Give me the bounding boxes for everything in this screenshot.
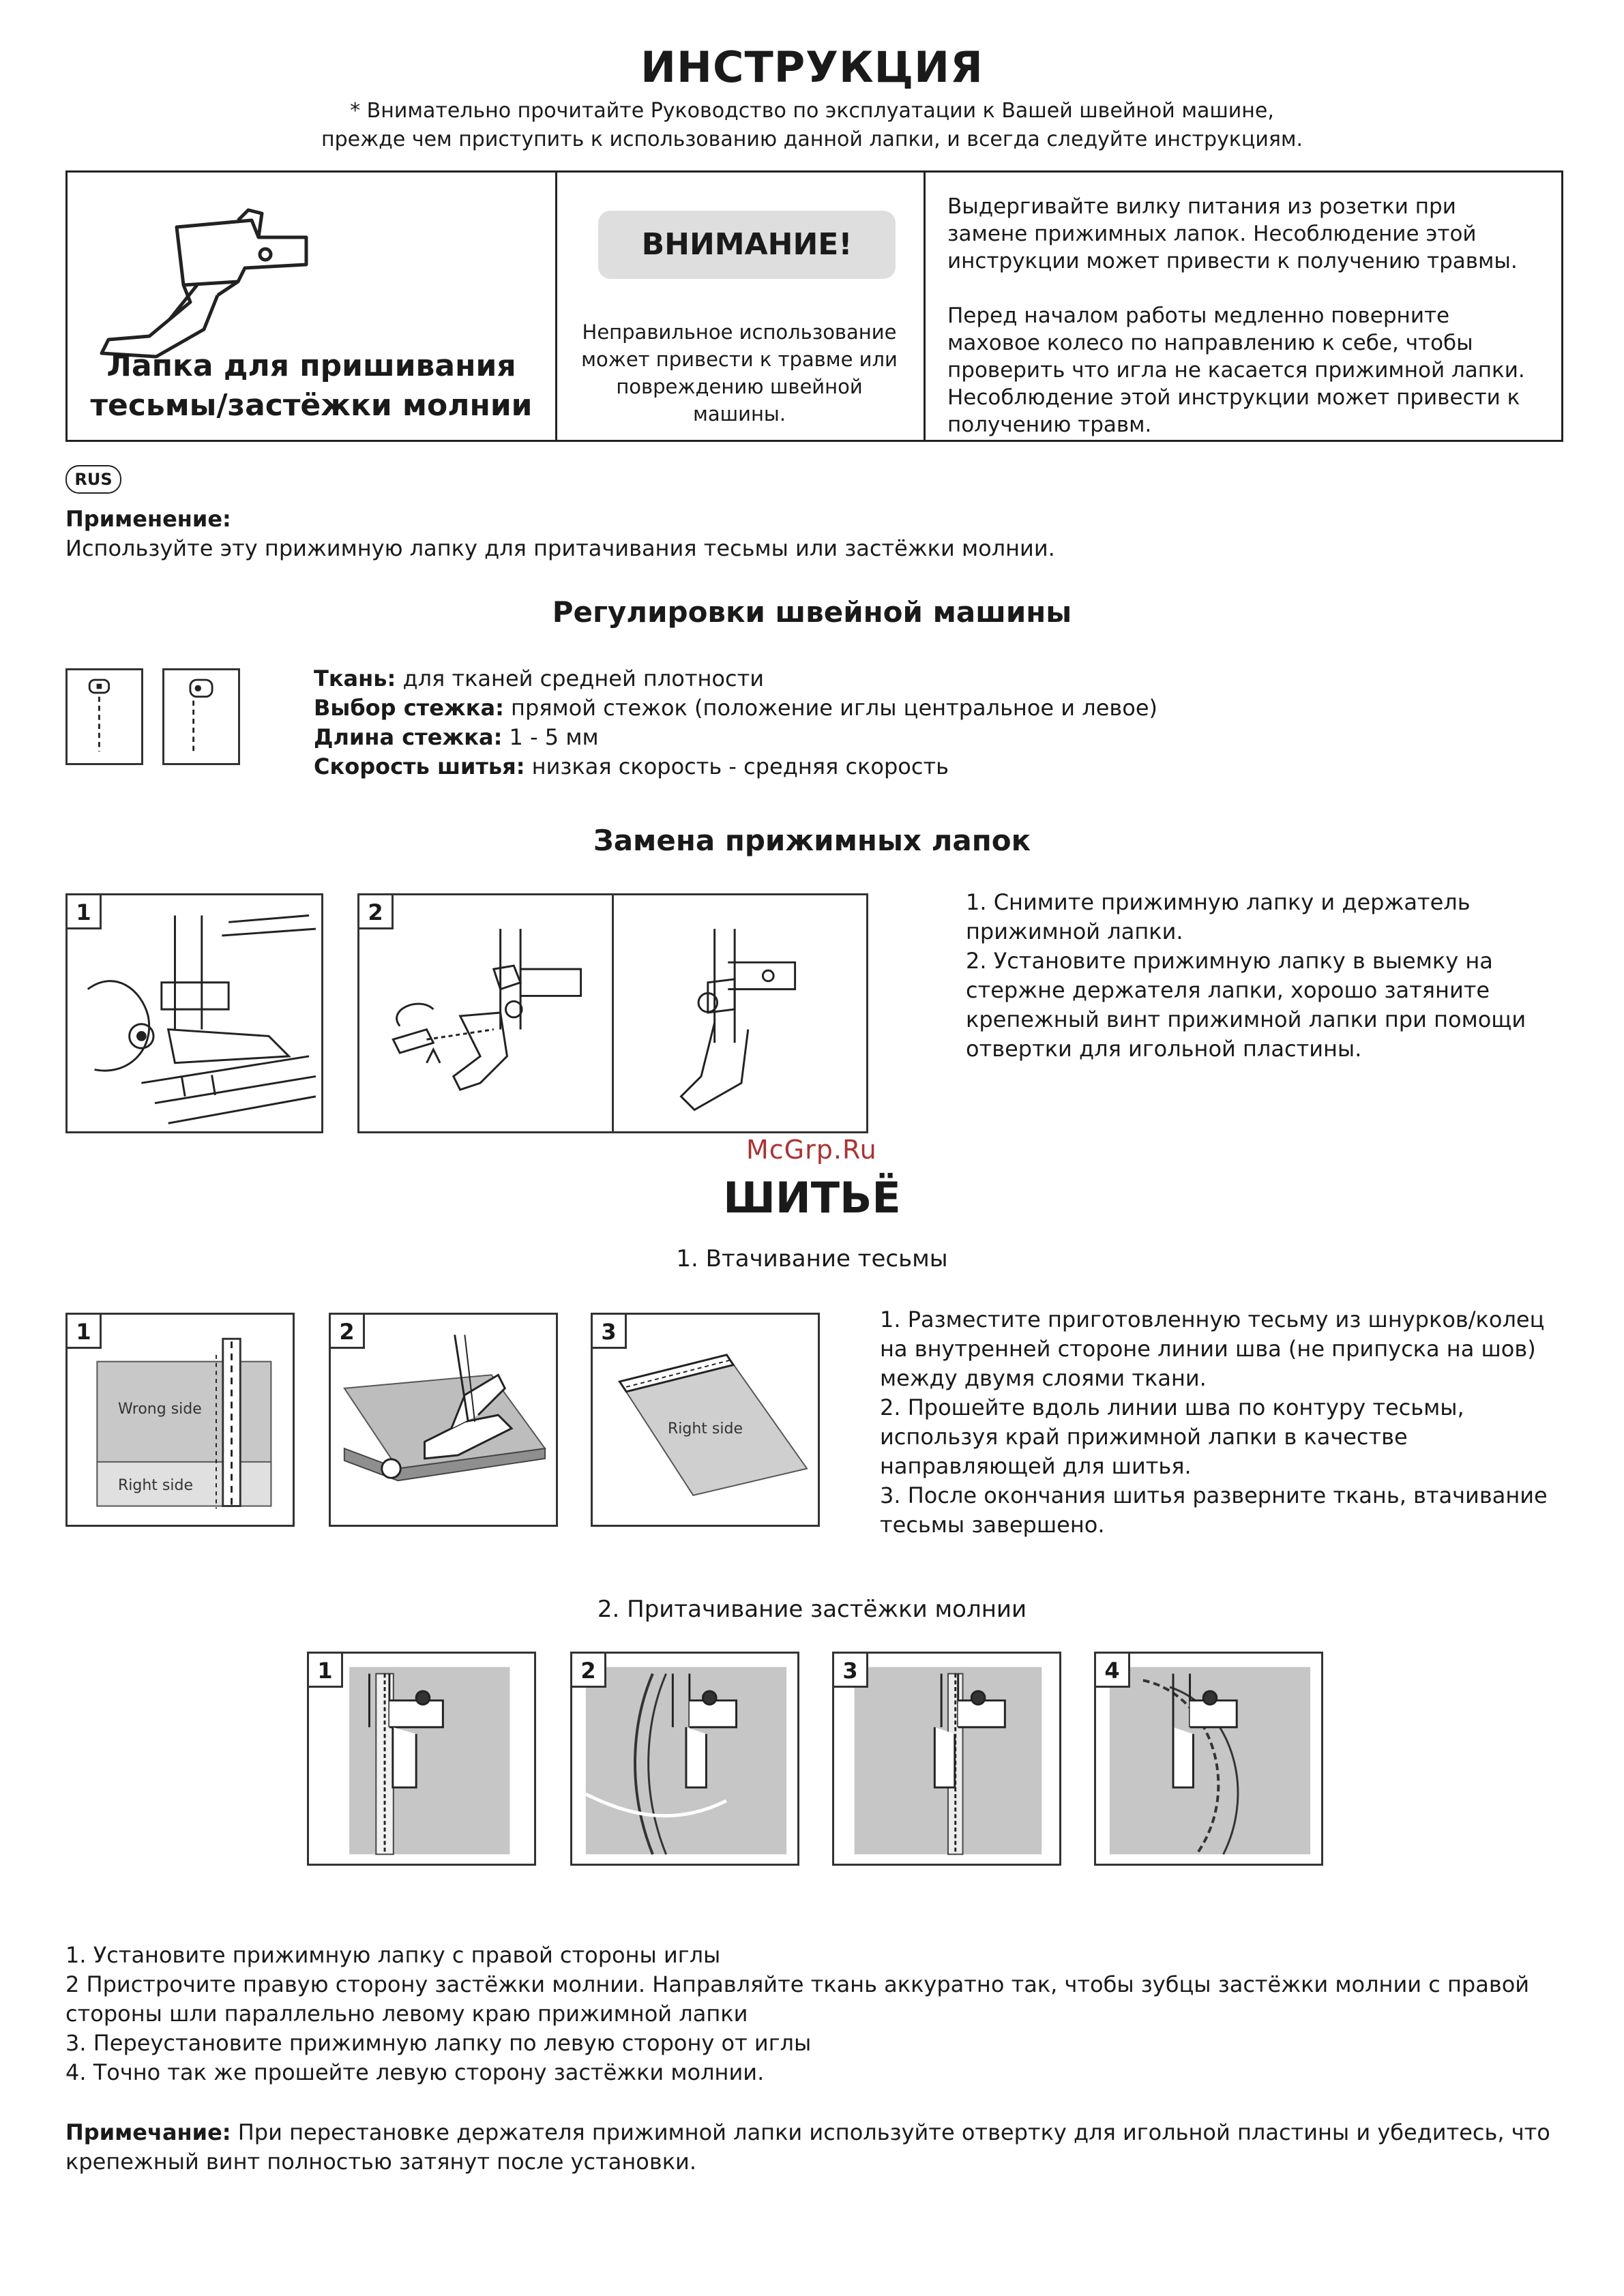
zipper-figure-4	[1094, 1652, 1323, 1866]
setting-value: низкая скорость - средняя скорость	[525, 754, 949, 779]
wrong-side-label: Wrong side	[118, 1401, 202, 1418]
page-title: ИНСТРУКЦИЯ	[640, 42, 984, 92]
tape-section-title: 1. Втачивание тесьмы	[676, 1245, 948, 1272]
application-label: Применение:	[65, 506, 231, 532]
warning-2: Перед началом работы медленно поверните маховое колесо по направлению к себе, чтобы проверить что игла не касается прижимной лапки. Несоблюдение этой инструкции может привести к получению травм.	[947, 303, 1525, 437]
setting-label: Ткань:	[314, 666, 396, 691]
setting-label: Скорость шитья:	[314, 754, 525, 779]
language-badge: RUS	[65, 465, 121, 494]
tape-figure-1	[65, 1313, 295, 1527]
setting-value: 1 - 5 мм	[502, 724, 599, 750]
zipper-step-3: 3. Переустановите прижимную лапку по левую сторону от иглы	[65, 2030, 812, 2056]
figure-number: 2	[572, 1654, 606, 1688]
figure-number: 2	[359, 895, 394, 929]
note-label: Примечание:	[65, 2119, 231, 2145]
stitch-center-icon	[65, 668, 143, 765]
zipper-step-4: 4. Точно так же прошейте левую сторону застёжки молнии.	[65, 2059, 765, 2085]
setting-label: Длина стежка:	[314, 724, 503, 750]
attention-badge: ВНИМАНИЕ!	[598, 211, 896, 279]
zipper-foot-icon	[81, 200, 395, 363]
setting-speed	[314, 752, 1157, 781]
zipper-steps	[65, 1941, 1566, 2087]
replace-steps	[966, 888, 1566, 1064]
figure-number: 1	[309, 1654, 343, 1688]
attention-text: Неправильное использование может привести к травме или повреждению швейной машины.	[581, 320, 898, 426]
figure-number: 3	[834, 1654, 868, 1688]
note-text: При перестановке держателя прижимной лапки используйте отвертку для игольной пластины и убедитесь, что крепежный винт полностью затянут после установки.	[65, 2119, 1550, 2175]
tape-figure-2	[329, 1313, 558, 1527]
setting-stitch	[314, 694, 1157, 723]
tape-steps	[880, 1305, 1562, 1540]
tape-step-2: 2. Прошейте вдоль линии шва по контуру тесьмы, используя край прижимной лапки в качестве направляющей для шитья.	[880, 1395, 1464, 1479]
zipper-figure-3	[832, 1652, 1061, 1866]
tape-figure-3	[591, 1313, 820, 1527]
tape-step-1: 1. Разместите приготовленную тесьму из шнурков/колец на внутренней стороне линии шва (не припуска на шов) между двумя слоями ткани.	[880, 1307, 1545, 1391]
application-text: Используйте эту прижимную лапку для притачивания тесьмы или застёжки молнии.	[65, 535, 1055, 561]
zipper-figure-2	[570, 1652, 799, 1866]
tape-step-3: 3. После окончания шитья разверните ткань, втачивание тесьмы завершено.	[880, 1482, 1548, 1538]
foot-panel	[68, 173, 557, 440]
stitch-left-icon	[162, 668, 240, 765]
replace-figure-2a	[357, 893, 614, 1133]
intro-line-2: прежде чем приступить к использованию данной лапки, и всегда следуйте инструкциям.	[321, 128, 1303, 151]
watermark: McGrp.Ru	[746, 1135, 877, 1165]
settings-heading: Регулировки швейной машины	[552, 595, 1072, 629]
note	[65, 2118, 1566, 2177]
intro-line-1: * Внимательно прочитайте Руководство по эксплуатации к Вашей швейной машине,	[350, 99, 1274, 123]
zipper-step-2: 2 Пристрочите правую сторону застёжки молнии. Направляйте ткань аккуратно так, чтобы зубцы застёжки молнии с правой стороны шли параллельно левому краю прижимной лапки	[65, 1971, 1530, 2027]
setting-value: прямой стежок (положение иглы центральное и левое)	[503, 695, 1157, 721]
foot-name-line-1: Лапка для пришивания	[106, 348, 516, 383]
replace-step-1: 1. Снимите прижимную лапку и держатель прижимной лапки.	[966, 889, 1471, 944]
right-side-label: Right side	[118, 1477, 193, 1494]
setting-length	[314, 723, 1157, 752]
setting-value: для тканей средней плотности	[396, 666, 765, 691]
replace-figure-2b	[612, 893, 868, 1133]
figure-number: 1	[68, 895, 102, 929]
info-box	[65, 170, 1563, 442]
zipper-figure-1	[307, 1652, 536, 1866]
replace-heading: Замена прижимных лапок	[593, 824, 1031, 857]
replace-figure-1	[65, 893, 323, 1133]
right-side-label: Right side	[668, 1420, 743, 1437]
warning-panel	[926, 173, 1561, 440]
attention-panel	[555, 173, 926, 440]
zipper-section-title: 2. Притачивание застёжки молнии	[597, 1596, 1027, 1623]
replace-step-2: 2. Установите прижимную лапку в выемку на стержне держателя лапки, хорошо затяните крепежный винт прижимной лапки при помощи отвертки для игольной пластины.	[966, 948, 1526, 1062]
setting-label: Выбор стежка:	[314, 695, 504, 721]
settings-list	[314, 664, 1157, 781]
foot-name-line-2: тесьмы/застёжки молнии	[90, 388, 533, 423]
setting-fabric	[314, 664, 1157, 694]
sewing-heading: ШИТЬЁ	[723, 1173, 901, 1223]
figure-number: 3	[593, 1315, 627, 1349]
figure-number: 1	[68, 1315, 102, 1349]
warning-1: Выдергивайте вилку питания из розетки при замене прижимных лапок. Несоблюдение этой инструкции может привести к получению травмы.	[947, 194, 1518, 273]
figure-number: 4	[1096, 1654, 1130, 1688]
zipper-step-1: 1. Установите прижимную лапку с правой стороны иглы	[65, 1942, 721, 1968]
figure-number: 2	[331, 1315, 365, 1349]
